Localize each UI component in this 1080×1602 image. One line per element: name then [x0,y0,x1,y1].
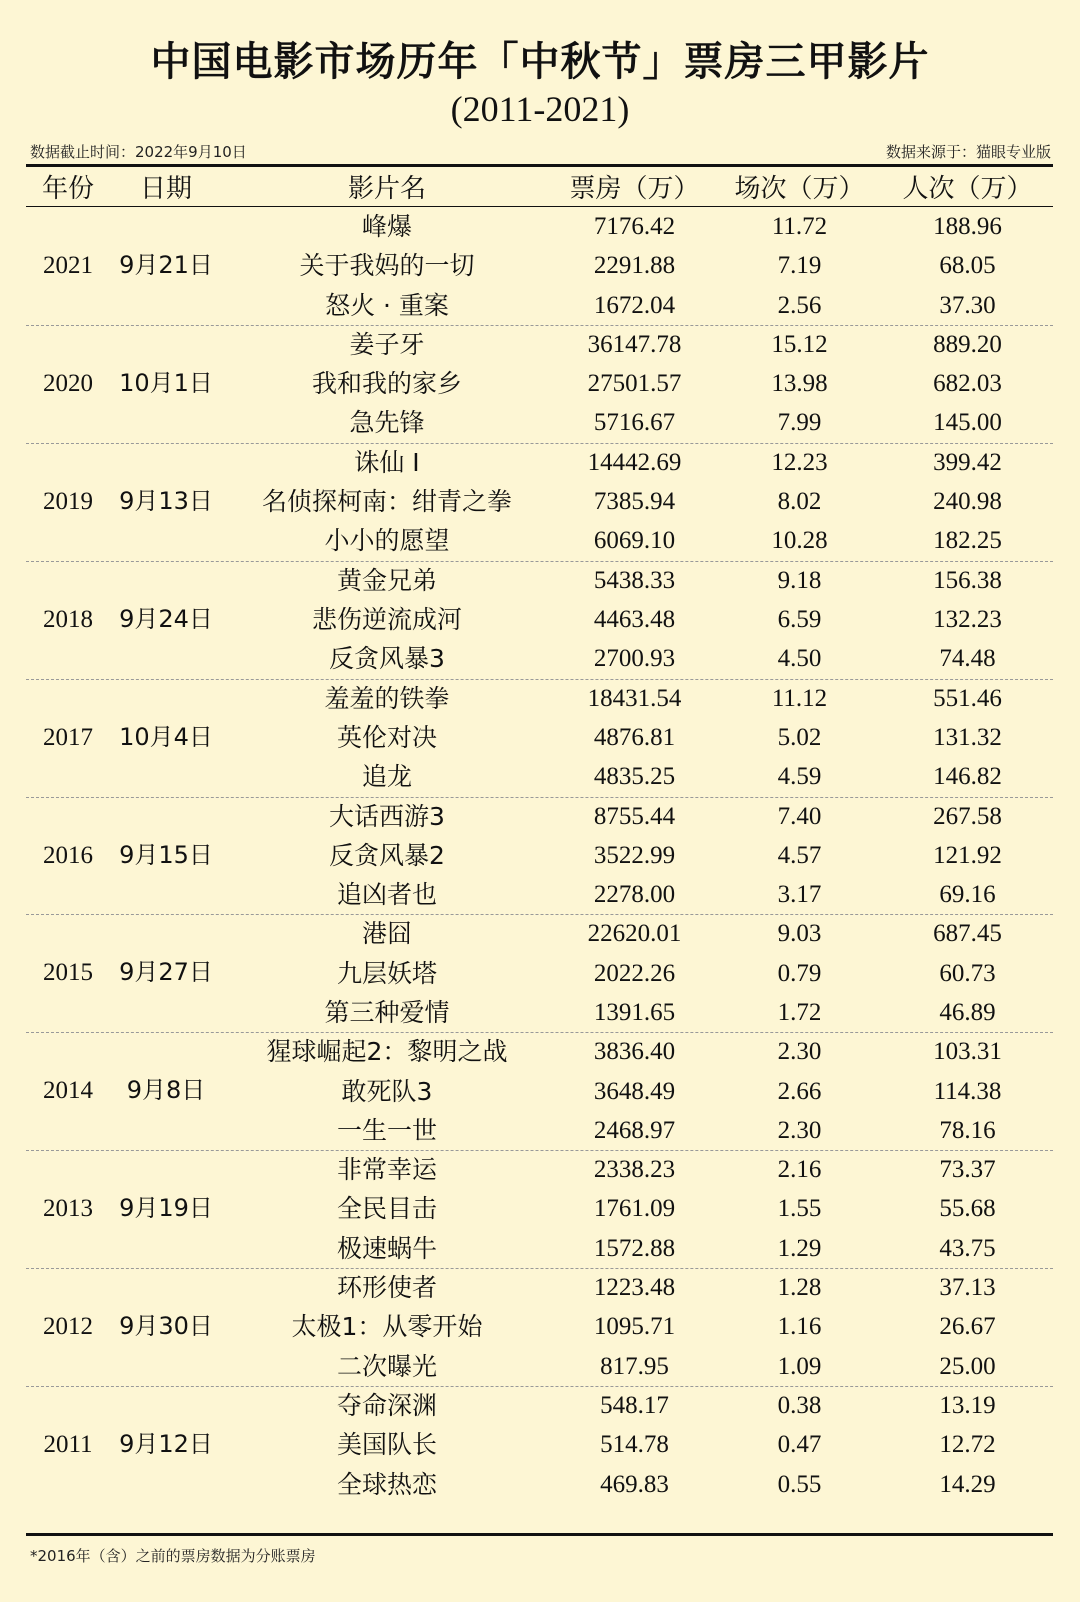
year-group [26,207,1053,325]
film-name-cell: 港囧 [361,919,412,949]
film-name-cell: 名侦探柯南：绀青之拳 [261,487,512,517]
table-row [26,1425,1053,1464]
table-row [26,718,1053,757]
film-name-cell: 羞羞的铁拳 [324,683,450,713]
table-row [26,993,1053,1032]
film-name-cell: 敢死队3 [341,1076,433,1106]
admissions-cell: 156.38 [933,566,1002,594]
shows-cell: 7.40 [777,802,822,830]
film-name-cell: 反贪风暴2 [329,840,445,870]
admissions-cell: 889.20 [933,330,1002,358]
date-cell: 9月12日 [119,1430,213,1458]
shows-cell: 13.98 [771,370,828,398]
table-row [26,1465,1053,1504]
year-cell: 2015 [43,959,93,987]
table-row [26,679,1053,718]
admissions-cell: 399.42 [933,448,1002,476]
film-name-cell: 黄金兄弟 [336,565,437,595]
year-cell: 2014 [43,1077,93,1105]
table-row [26,1307,1053,1346]
box-office-cell: 7176.42 [593,213,676,240]
table-row [26,836,1053,875]
year-group [26,679,1053,797]
table-row [26,797,1053,836]
admissions-cell: 55.68 [939,1195,996,1223]
box-office-cell: 2468.97 [593,1116,676,1144]
shows-cell: 8.02 [777,488,822,516]
film-name-cell: 全球热恋 [336,1469,437,1499]
film-name-cell: 美国队长 [336,1430,437,1460]
admissions-cell: 37.13 [939,1274,996,1302]
header-year: 年份 [41,174,94,204]
admissions-cell: 131.32 [933,723,1002,751]
admissions-cell: 182.25 [933,527,1002,555]
shows-cell: 12.23 [771,448,828,476]
footnote: *2016年（含）之前的票房数据为分账票房 [30,1547,316,1565]
film-name-cell: 追龙 [361,762,412,792]
table-row [26,482,1053,521]
year-cell: 2013 [43,1195,93,1223]
admissions-cell: 78.16 [939,1116,996,1144]
shows-cell: 1.16 [777,1313,822,1341]
date-cell: 9月27日 [119,958,213,987]
box-office-cell: 1391.65 [593,998,676,1026]
table-row [26,1111,1053,1150]
year-group [26,1386,1053,1504]
date-cell: 9月13日 [119,486,213,515]
film-name-cell: 我和我的家乡 [311,369,462,399]
admissions-cell: 13.19 [939,1392,996,1419]
year-cell: 2019 [43,487,93,515]
shows-cell: 5.02 [777,723,822,751]
film-name-cell: 反贪风暴3 [329,644,445,674]
shows-cell: 11.12 [771,684,828,712]
film-name-cell: 极速蜗牛 [336,1233,437,1263]
shows-cell: 3.17 [777,881,822,909]
shows-cell: 6.59 [777,605,822,633]
admissions-cell: 687.45 [933,920,1002,948]
table-row [26,875,1053,914]
date-cell: 9月15日 [119,840,213,869]
film-name-cell: 关于我妈的一切 [299,251,475,281]
header-admissions: 人次（万） [902,174,1033,204]
box-office-cell: 2278.00 [593,881,676,909]
admissions-cell: 43.75 [939,1234,996,1262]
film-name-cell: 非常幸运 [336,1155,437,1185]
box-office-cell: 6069.10 [593,527,676,555]
film-name-cell: 怒火 · 重案 [325,290,449,320]
date-cell: 9月21日 [119,251,213,279]
film-name-cell: 姜子牙 [349,329,425,359]
film-name-cell: 英伦对决 [336,722,437,752]
box-office-cell: 4835.25 [593,763,676,791]
box-office-cell: 1095.71 [593,1313,676,1341]
shows-cell: 2.30 [777,1038,822,1066]
year-group [26,1150,1053,1268]
box-office-cell: 27501.57 [587,370,682,398]
box-office-cell: 2022.26 [593,959,676,987]
year-group [26,1032,1053,1150]
table-row [26,286,1053,325]
box-office-cell: 514.78 [600,1431,669,1459]
film-name-cell: 夺命深渊 [336,1391,437,1420]
year-cell: 2017 [43,723,93,751]
shows-cell: 0.55 [777,1470,822,1498]
admissions-cell: 74.48 [939,645,996,673]
table-row [26,1072,1053,1111]
admissions-cell: 26.67 [939,1313,996,1341]
table-row [26,1032,1053,1071]
page-subtitle: (2011-2021) [450,89,630,129]
table-row [26,954,1053,993]
date-cell: 9月24日 [119,604,213,633]
year-group [26,797,1053,915]
table-body [26,207,1053,1535]
box-office-cell: 2291.88 [593,252,676,280]
table-row [26,1229,1053,1268]
box-office-cell: 18431.54 [587,684,682,712]
shows-cell: 0.47 [777,1431,822,1459]
shows-cell: 1.28 [777,1274,822,1302]
year-cell: 2021 [43,252,93,279]
header-film: 影片名 [347,174,426,204]
year-group [26,325,1053,443]
box-office-cell: 817.95 [600,1352,669,1380]
table-row [26,1150,1053,1189]
admissions-cell: 240.98 [933,488,1002,516]
date-cell: 10月1日 [119,368,213,397]
admissions-cell: 14.29 [939,1470,996,1498]
shows-cell: 1.09 [777,1352,822,1380]
header-date: 日期 [139,174,192,204]
shows-cell: 4.50 [777,645,822,673]
box-office-cell: 7385.94 [593,488,676,516]
table-row [26,207,1053,246]
shows-cell: 4.57 [777,841,822,869]
shows-cell: 7.99 [777,409,822,437]
film-name-cell: 诛仙 Ⅰ [354,447,420,477]
film-name-cell: 一生一世 [336,1115,437,1145]
table-row [26,521,1053,560]
data-source-note: 数据来源于：猫眼专业版 [885,143,1051,161]
table-row [26,914,1053,953]
date-cell: 9月30日 [119,1312,213,1341]
table-row [26,364,1053,403]
box-office-cell: 2338.23 [593,1156,676,1184]
shows-cell: 7.19 [777,252,822,280]
admissions-cell: 267.58 [933,802,1002,830]
admissions-cell: 132.23 [933,605,1002,633]
box-office-cell: 4876.81 [593,723,676,751]
shows-cell: 1.29 [777,1234,822,1262]
shows-cell: 9.18 [777,566,822,594]
shows-cell: 0.38 [777,1392,822,1419]
admissions-cell: 114.38 [933,1077,1002,1105]
box-office-cell: 548.17 [600,1392,669,1419]
box-office-cell: 1572.88 [593,1234,676,1262]
date-cell: 10月4日 [119,722,213,751]
page-title: 中国电影市场历年「中秋节」票房三甲影片 [150,39,930,85]
admissions-cell: 46.89 [939,998,996,1026]
film-name-cell: 小小的愿望 [324,526,450,556]
admissions-cell: 12.72 [939,1431,996,1459]
admissions-cell: 68.05 [939,252,996,280]
table-row [26,1268,1053,1307]
admissions-cell: 145.00 [933,409,1002,437]
table-top-rule [26,164,1053,167]
table-bottom-rule [26,1533,1053,1536]
data-cutoff-note: 数据截止时间：2022年9月10日 [30,143,247,161]
box-office-cell: 1672.04 [593,291,676,319]
shows-cell: 2.66 [777,1077,822,1105]
table-header [26,168,1053,208]
table-row [26,1347,1053,1386]
year-group [26,914,1053,1032]
box-office-cell: 3522.99 [593,841,676,869]
box-office-cell: 2700.93 [593,645,676,673]
film-name-cell: 二次曝光 [336,1351,437,1381]
date-cell: 9月19日 [119,1194,213,1223]
film-name-cell: 环形使者 [336,1273,437,1303]
header-box-office: 票房（万） [569,174,700,204]
shows-cell: 11.72 [771,213,828,240]
header-shows: 场次（万） [734,174,865,204]
admissions-cell: 146.82 [933,763,1002,791]
table-row [26,443,1053,482]
box-office-cell: 3836.40 [593,1038,676,1066]
film-name-cell: 追凶者也 [336,880,437,910]
film-name-cell: 悲伤逆流成河 [311,604,462,634]
year-cell: 2018 [43,605,93,633]
table-row [26,561,1053,600]
film-name-cell: 急先锋 [349,408,425,438]
table-row [26,246,1053,285]
shows-cell: 4.59 [777,763,822,791]
admissions-cell: 73.37 [939,1156,996,1184]
shows-cell: 9.03 [777,920,822,948]
box-office-cell: 22620.01 [587,920,682,948]
shows-cell: 2.16 [777,1156,822,1184]
date-cell: 9月8日 [126,1076,206,1105]
shows-cell: 1.55 [777,1195,822,1223]
year-cell: 2011 [43,1431,93,1458]
admissions-cell: 60.73 [939,959,996,987]
admissions-cell: 37.30 [939,291,996,319]
table-row [26,325,1053,364]
year-cell: 2016 [43,841,93,869]
shows-cell: 2.56 [777,291,822,319]
film-name-cell: 峰爆 [361,212,412,241]
box-office-cell: 1223.48 [593,1274,676,1302]
year-cell: 2020 [43,369,93,397]
admissions-cell: 551.46 [933,684,1002,712]
shows-cell: 1.72 [777,998,822,1026]
film-name-cell: 猩球崛起2：黎明之战 [266,1037,508,1067]
box-office-cell: 4463.48 [593,605,676,633]
box-office-cell: 3648.49 [593,1077,676,1105]
table-row [26,639,1053,678]
table-row [26,403,1053,442]
admissions-cell: 25.00 [939,1352,996,1380]
box-office-cell: 36147.78 [587,330,682,358]
shows-cell: 2.30 [777,1116,822,1144]
box-office-cell: 14442.69 [587,448,682,476]
box-office-cell: 5438.33 [593,566,676,594]
admissions-cell: 103.31 [933,1038,1002,1066]
admissions-cell: 188.96 [933,213,1002,240]
box-office-cell: 5716.67 [593,409,676,437]
table-row [26,1189,1053,1228]
year-group [26,443,1053,561]
film-name-cell: 大话西游3 [329,801,445,831]
film-name-cell: 太极1：从零开始 [291,1312,483,1342]
year-group [26,1268,1053,1386]
table-row [26,757,1053,796]
film-name-cell: 九层妖塔 [336,958,437,988]
year-cell: 2012 [43,1313,93,1341]
admissions-cell: 69.16 [939,881,996,909]
admissions-cell: 682.03 [933,370,1002,398]
box-office-cell: 1761.09 [593,1195,676,1223]
table-row [26,1386,1053,1425]
box-office-cell: 469.83 [600,1470,669,1498]
film-name-cell: 全民目击 [336,1194,437,1224]
admissions-cell: 121.92 [933,841,1002,869]
shows-cell: 0.79 [777,959,822,987]
box-office-cell: 8755.44 [593,802,676,830]
film-name-cell: 第三种爱情 [324,997,450,1027]
shows-cell: 15.12 [771,330,828,358]
shows-cell: 10.28 [771,527,828,555]
year-group [26,561,1053,679]
table-row [26,600,1053,639]
